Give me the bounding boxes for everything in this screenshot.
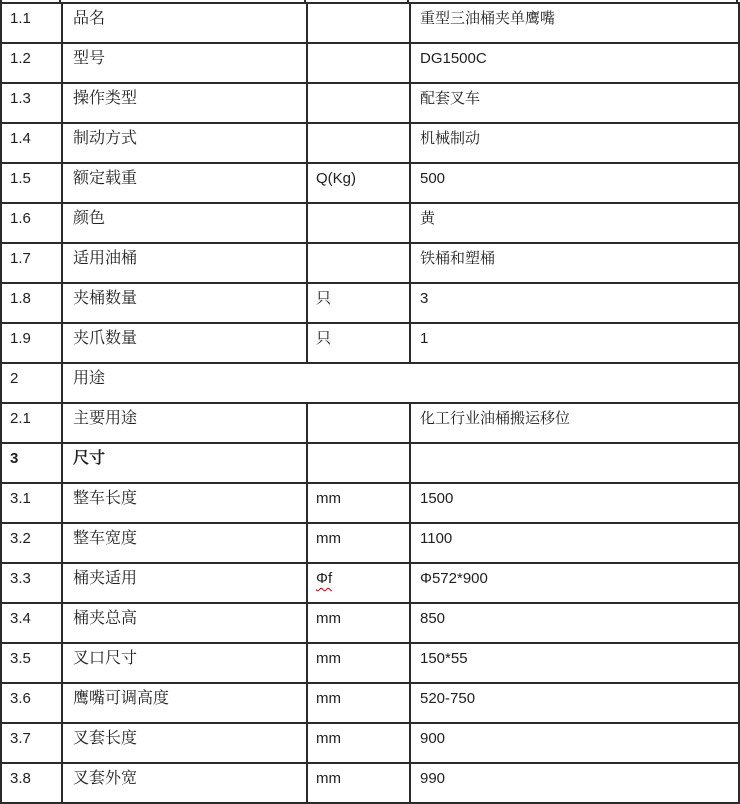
row-label-cell: 夹爪数量 xyxy=(62,323,307,363)
unit-text-spellcheck: Φf xyxy=(316,570,333,587)
table-row xyxy=(1,643,739,683)
row-index-cell: 1.7 xyxy=(1,243,62,283)
row-label-cell: 主要用途 xyxy=(62,403,307,443)
table-row xyxy=(1,483,739,523)
table-row xyxy=(1,523,739,563)
row-label-cell: 额定载重 xyxy=(62,163,307,203)
row-index-cell: 2 xyxy=(1,363,62,403)
row-label-cell: 适用油桶 xyxy=(62,243,307,283)
row-value-cell: 1 xyxy=(410,323,739,363)
row-index-cell: 1.8 xyxy=(1,283,62,323)
row-unit-cell xyxy=(307,43,410,83)
row-value-cell: 1500 xyxy=(410,483,739,523)
row-index-cell: 1.1 xyxy=(1,3,62,43)
product-spec-table xyxy=(0,2,740,804)
row-index-cell: 1.5 xyxy=(1,163,62,203)
row-label-cell: 整车宽度 xyxy=(62,523,307,563)
row-index-cell: 1.4 xyxy=(1,123,62,163)
table-row xyxy=(1,563,739,603)
row-value-cell: Φ572*900 xyxy=(410,563,739,603)
row-value-cell xyxy=(410,443,739,483)
row-value-cell: 900 xyxy=(410,723,739,763)
row-label-cell: 夹桶数量 xyxy=(62,283,307,323)
row-unit-cell xyxy=(307,723,410,763)
table-row xyxy=(1,203,739,243)
row-unit-cell xyxy=(307,563,410,603)
unit-text: 只 xyxy=(316,330,332,347)
row-value-cell: 黄 xyxy=(410,203,739,243)
row-unit-cell xyxy=(307,603,410,643)
row-label-cell: 制动方式 xyxy=(62,123,307,163)
table-row xyxy=(1,243,739,283)
row-value-cell: 500 xyxy=(410,163,739,203)
row-label-cell: 品名 xyxy=(62,3,307,43)
unit-text: mm xyxy=(316,730,341,747)
table-row xyxy=(1,283,739,323)
spec-table-body xyxy=(1,3,739,803)
row-label-cell: 颜色 xyxy=(62,203,307,243)
row-index-cell: 1.6 xyxy=(1,203,62,243)
row-index-cell: 3.6 xyxy=(1,683,62,723)
row-unit-cell xyxy=(307,163,410,203)
row-unit-cell xyxy=(307,83,410,123)
row-label-cell: 叉套外宽 xyxy=(62,763,307,803)
row-unit-cell xyxy=(307,643,410,683)
row-value-cell: 铁桶和塑桶 xyxy=(410,243,739,283)
unit-text: Q(Kg) xyxy=(316,170,357,187)
unit-text: mm xyxy=(316,610,341,627)
row-unit-cell xyxy=(307,323,410,363)
table-row xyxy=(1,683,739,723)
row-value-cell: 850 xyxy=(410,603,739,643)
row-unit-cell xyxy=(307,523,410,563)
section-row xyxy=(1,443,739,483)
row-value-cell: 配套叉车 xyxy=(410,83,739,123)
row-value-cell: 3 xyxy=(410,283,739,323)
row-label-cell: 用途 xyxy=(62,363,739,403)
row-index-cell: 3.5 xyxy=(1,643,62,683)
row-index-cell: 3.7 xyxy=(1,723,62,763)
row-index-cell: 1.2 xyxy=(1,43,62,83)
unit-text: mm xyxy=(316,690,341,707)
row-unit-cell xyxy=(307,483,410,523)
table-row xyxy=(1,3,739,43)
row-index-cell: 3.3 xyxy=(1,563,62,603)
unit-text: mm xyxy=(316,650,341,667)
row-value-cell: 重型三油桶夹单鹰嘴 xyxy=(410,3,739,43)
row-unit-cell xyxy=(307,683,410,723)
row-label-cell: 桶夹适用 xyxy=(62,563,307,603)
row-index-cell: 3.1 xyxy=(1,483,62,523)
row-index-cell: 3.4 xyxy=(1,603,62,643)
row-value-cell: 520-750 xyxy=(410,683,739,723)
table-row xyxy=(1,323,739,363)
table-row xyxy=(1,163,739,203)
row-index-cell: 2.1 xyxy=(1,403,62,443)
row-label-cell: 型号 xyxy=(62,43,307,83)
unit-text: mm xyxy=(316,770,341,787)
row-label-cell: 叉套长度 xyxy=(62,723,307,763)
table-row xyxy=(1,723,739,763)
table-row xyxy=(1,603,739,643)
row-index-cell: 1.9 xyxy=(1,323,62,363)
row-unit-cell xyxy=(307,403,410,443)
row-value-cell: 990 xyxy=(410,763,739,803)
row-unit-cell xyxy=(307,3,410,43)
table-row xyxy=(1,43,739,83)
row-index-cell: 3 xyxy=(1,443,62,483)
row-label-cell: 操作类型 xyxy=(62,83,307,123)
unit-text: 只 xyxy=(316,290,332,307)
row-unit-cell xyxy=(307,283,410,323)
row-index-cell: 1.3 xyxy=(1,83,62,123)
row-label-cell: 桶夹总高 xyxy=(62,603,307,643)
table-row xyxy=(1,403,739,443)
row-index-cell: 3.2 xyxy=(1,523,62,563)
row-value-cell: 机械制动 xyxy=(410,123,739,163)
unit-text: mm xyxy=(316,530,341,547)
row-unit-cell xyxy=(307,203,410,243)
row-unit-cell xyxy=(307,123,410,163)
row-label-cell: 整车长度 xyxy=(62,483,307,523)
table-row xyxy=(1,763,739,803)
row-label-cell: 尺寸 xyxy=(62,443,307,483)
row-value-cell: 化工行业油桶搬运移位 xyxy=(410,403,739,443)
row-label-cell: 叉口尺寸 xyxy=(62,643,307,683)
row-value-cell: 1100 xyxy=(410,523,739,563)
table-row xyxy=(1,83,739,123)
row-unit-cell xyxy=(307,443,410,483)
row-unit-cell xyxy=(307,763,410,803)
row-unit-cell xyxy=(307,243,410,283)
table-row xyxy=(1,123,739,163)
row-value-cell: 150*55 xyxy=(410,643,739,683)
unit-text: mm xyxy=(316,490,341,507)
row-value-cell: DG1500C xyxy=(410,43,739,83)
row-index-cell: 3.8 xyxy=(1,763,62,803)
section-row xyxy=(1,363,739,403)
row-label-cell: 鹰嘴可调高度 xyxy=(62,683,307,723)
